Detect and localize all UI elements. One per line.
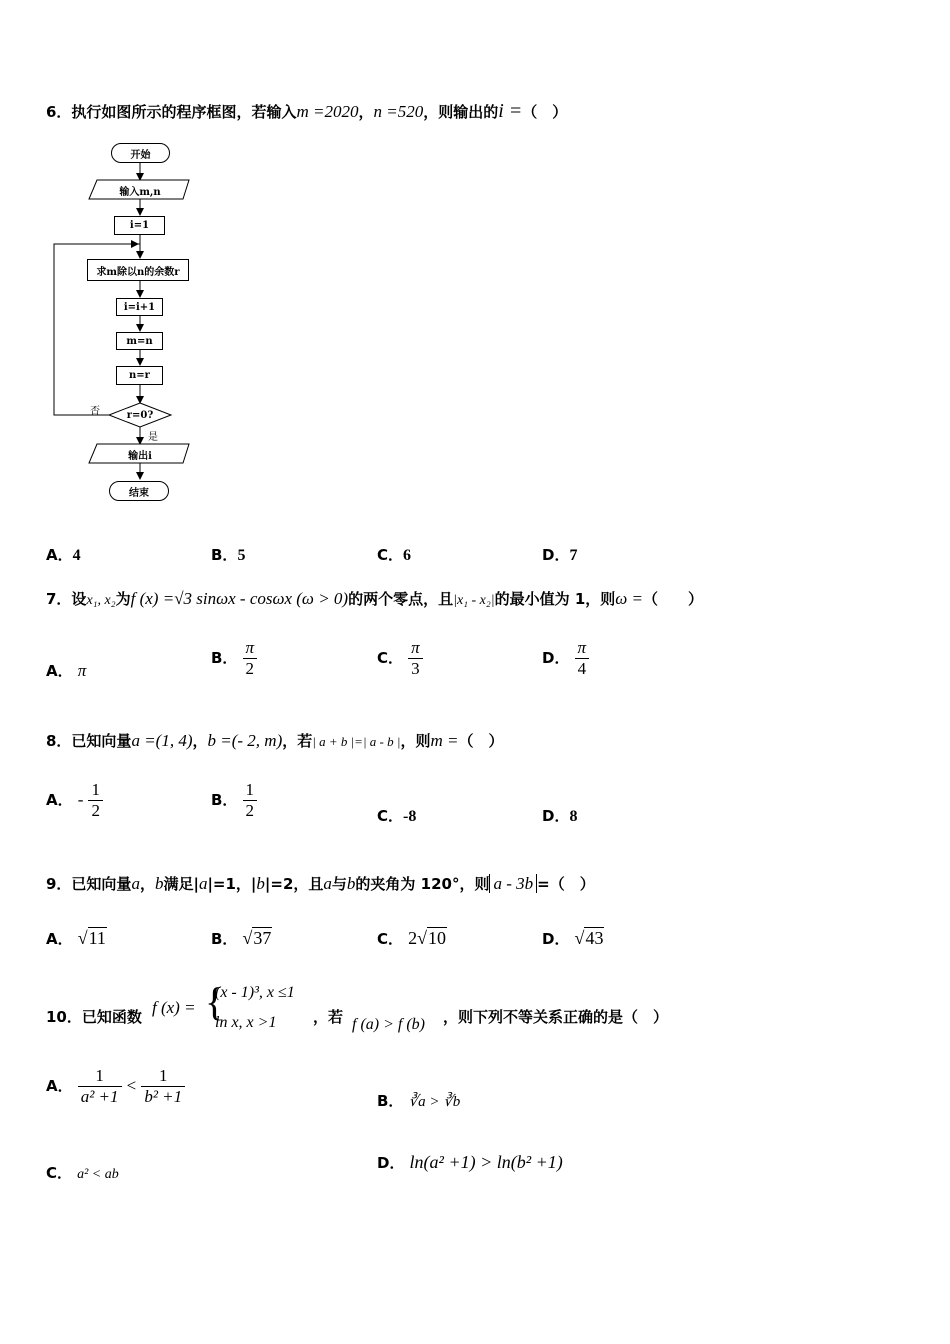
q10-ruo: ，若 <box>313 1008 344 1026</box>
q9-option-a[interactable]: A． √11 <box>46 928 106 948</box>
q6-option-d[interactable]: D．7 <box>542 546 578 564</box>
q9-option-d[interactable]: D． √43 <box>542 928 604 948</box>
q10-prefix: 10．已知函数 <box>46 1008 142 1026</box>
flowchart-decision: r=0? <box>126 409 154 421</box>
q9-option-b[interactable]: B． √37 <box>211 928 272 948</box>
q7-option-a[interactable]: A． π <box>46 661 87 680</box>
flowchart-no-label: 否 <box>90 406 100 417</box>
q6-m-value: m =2020 <box>296 102 359 121</box>
flowchart-input: 输入m,n <box>119 186 161 198</box>
flowchart-increment: i=i+1 <box>116 298 163 316</box>
q7-option-d[interactable]: D． $\frac{\pi}{4}$ <box>542 638 589 679</box>
q10-brace: { <box>205 979 225 1024</box>
flowchart-remainder: 求m除以n的余数r <box>87 259 189 281</box>
flowchart-assign-m: m=n <box>116 332 163 350</box>
q9-stem: 9．已知向量a，b满足|a|=1，|b|=2，且a与b的夹角为 120°，则 a - 3b =（ ） <box>46 874 595 893</box>
q8-option-d[interactable]: D．8 <box>542 807 578 825</box>
q8-option-a[interactable]: A． - $\frac{1}{2}$ <box>46 780 103 821</box>
q8-option-c[interactable]: C．-8 <box>377 807 417 825</box>
q10-f-eq: f (x) = <box>152 998 196 1017</box>
flowchart-assign-n: n=r <box>116 366 163 385</box>
q7-option-b[interactable]: B． $\frac{\pi}{2}$ <box>211 638 257 679</box>
flowchart-init: i=1 <box>114 216 165 235</box>
q9-norm-expr: a - 3b <box>489 874 537 893</box>
q10-condition: f (a) > f (b) <box>352 1016 425 1033</box>
q10-option-a[interactable]: A． $\frac{1}{\text{a² +1}}$ < $\frac{1}{\text{b² +1}}$ <box>46 1066 185 1107</box>
flowchart-start: 开始 <box>111 143 170 163</box>
q9-option-c[interactable]: C． 2√10 <box>377 928 446 948</box>
flowchart-end: 结束 <box>109 481 169 501</box>
q10-option-c[interactable]: C． a² < ab <box>46 1164 119 1182</box>
q8-option-b[interactable]: B． $\frac{1}{2}$ <box>211 780 257 821</box>
q8-stem: 8．已知向量a =(1, 4)，b =(- 2, m)，若| a + b |=| a - b |，则m =（ ） <box>46 731 504 750</box>
flowchart-output: 输出i <box>128 450 152 462</box>
q10-case-2: ln x, x >1 <box>215 1014 277 1031</box>
q7-function: f (x) =√3 sinωx - cosωx (ω > 0) <box>130 589 349 608</box>
q10-option-b[interactable]: B． ∛a > ∛b <box>377 1092 461 1110</box>
q6-option-b[interactable]: B．5 <box>211 546 246 564</box>
q10-case-1: (x - 1)³, x ≤1 <box>215 984 295 1001</box>
flowchart-yes-label: 是 <box>148 432 158 443</box>
q7-stem: 7．设x₁, x₂为f (x) =√3 sinωx - cosωx (ω > 0)的两个零点，且|x₁ - x₂|的最小值为 1，则ω =（ ） <box>46 589 704 608</box>
q6-option-c[interactable]: C．6 <box>377 546 412 564</box>
q6-option-a[interactable]: A．4 <box>46 546 81 564</box>
q6-stem: 6．执行如图所示的程序框图，若输入m =2020，n =520，则输出的i =（ ） <box>46 100 568 122</box>
q10-suffix: ，则下列不等关系正确的是（ ） <box>443 1008 669 1026</box>
q6-n-value: n =520 <box>373 102 424 121</box>
q7-option-c[interactable]: C． $\frac{\pi}{3}$ <box>377 638 423 679</box>
q10-option-d[interactable]: D． ln(a² +1) > ln(b² +1) <box>377 1152 563 1172</box>
q6-i-eq: i = <box>498 100 523 122</box>
